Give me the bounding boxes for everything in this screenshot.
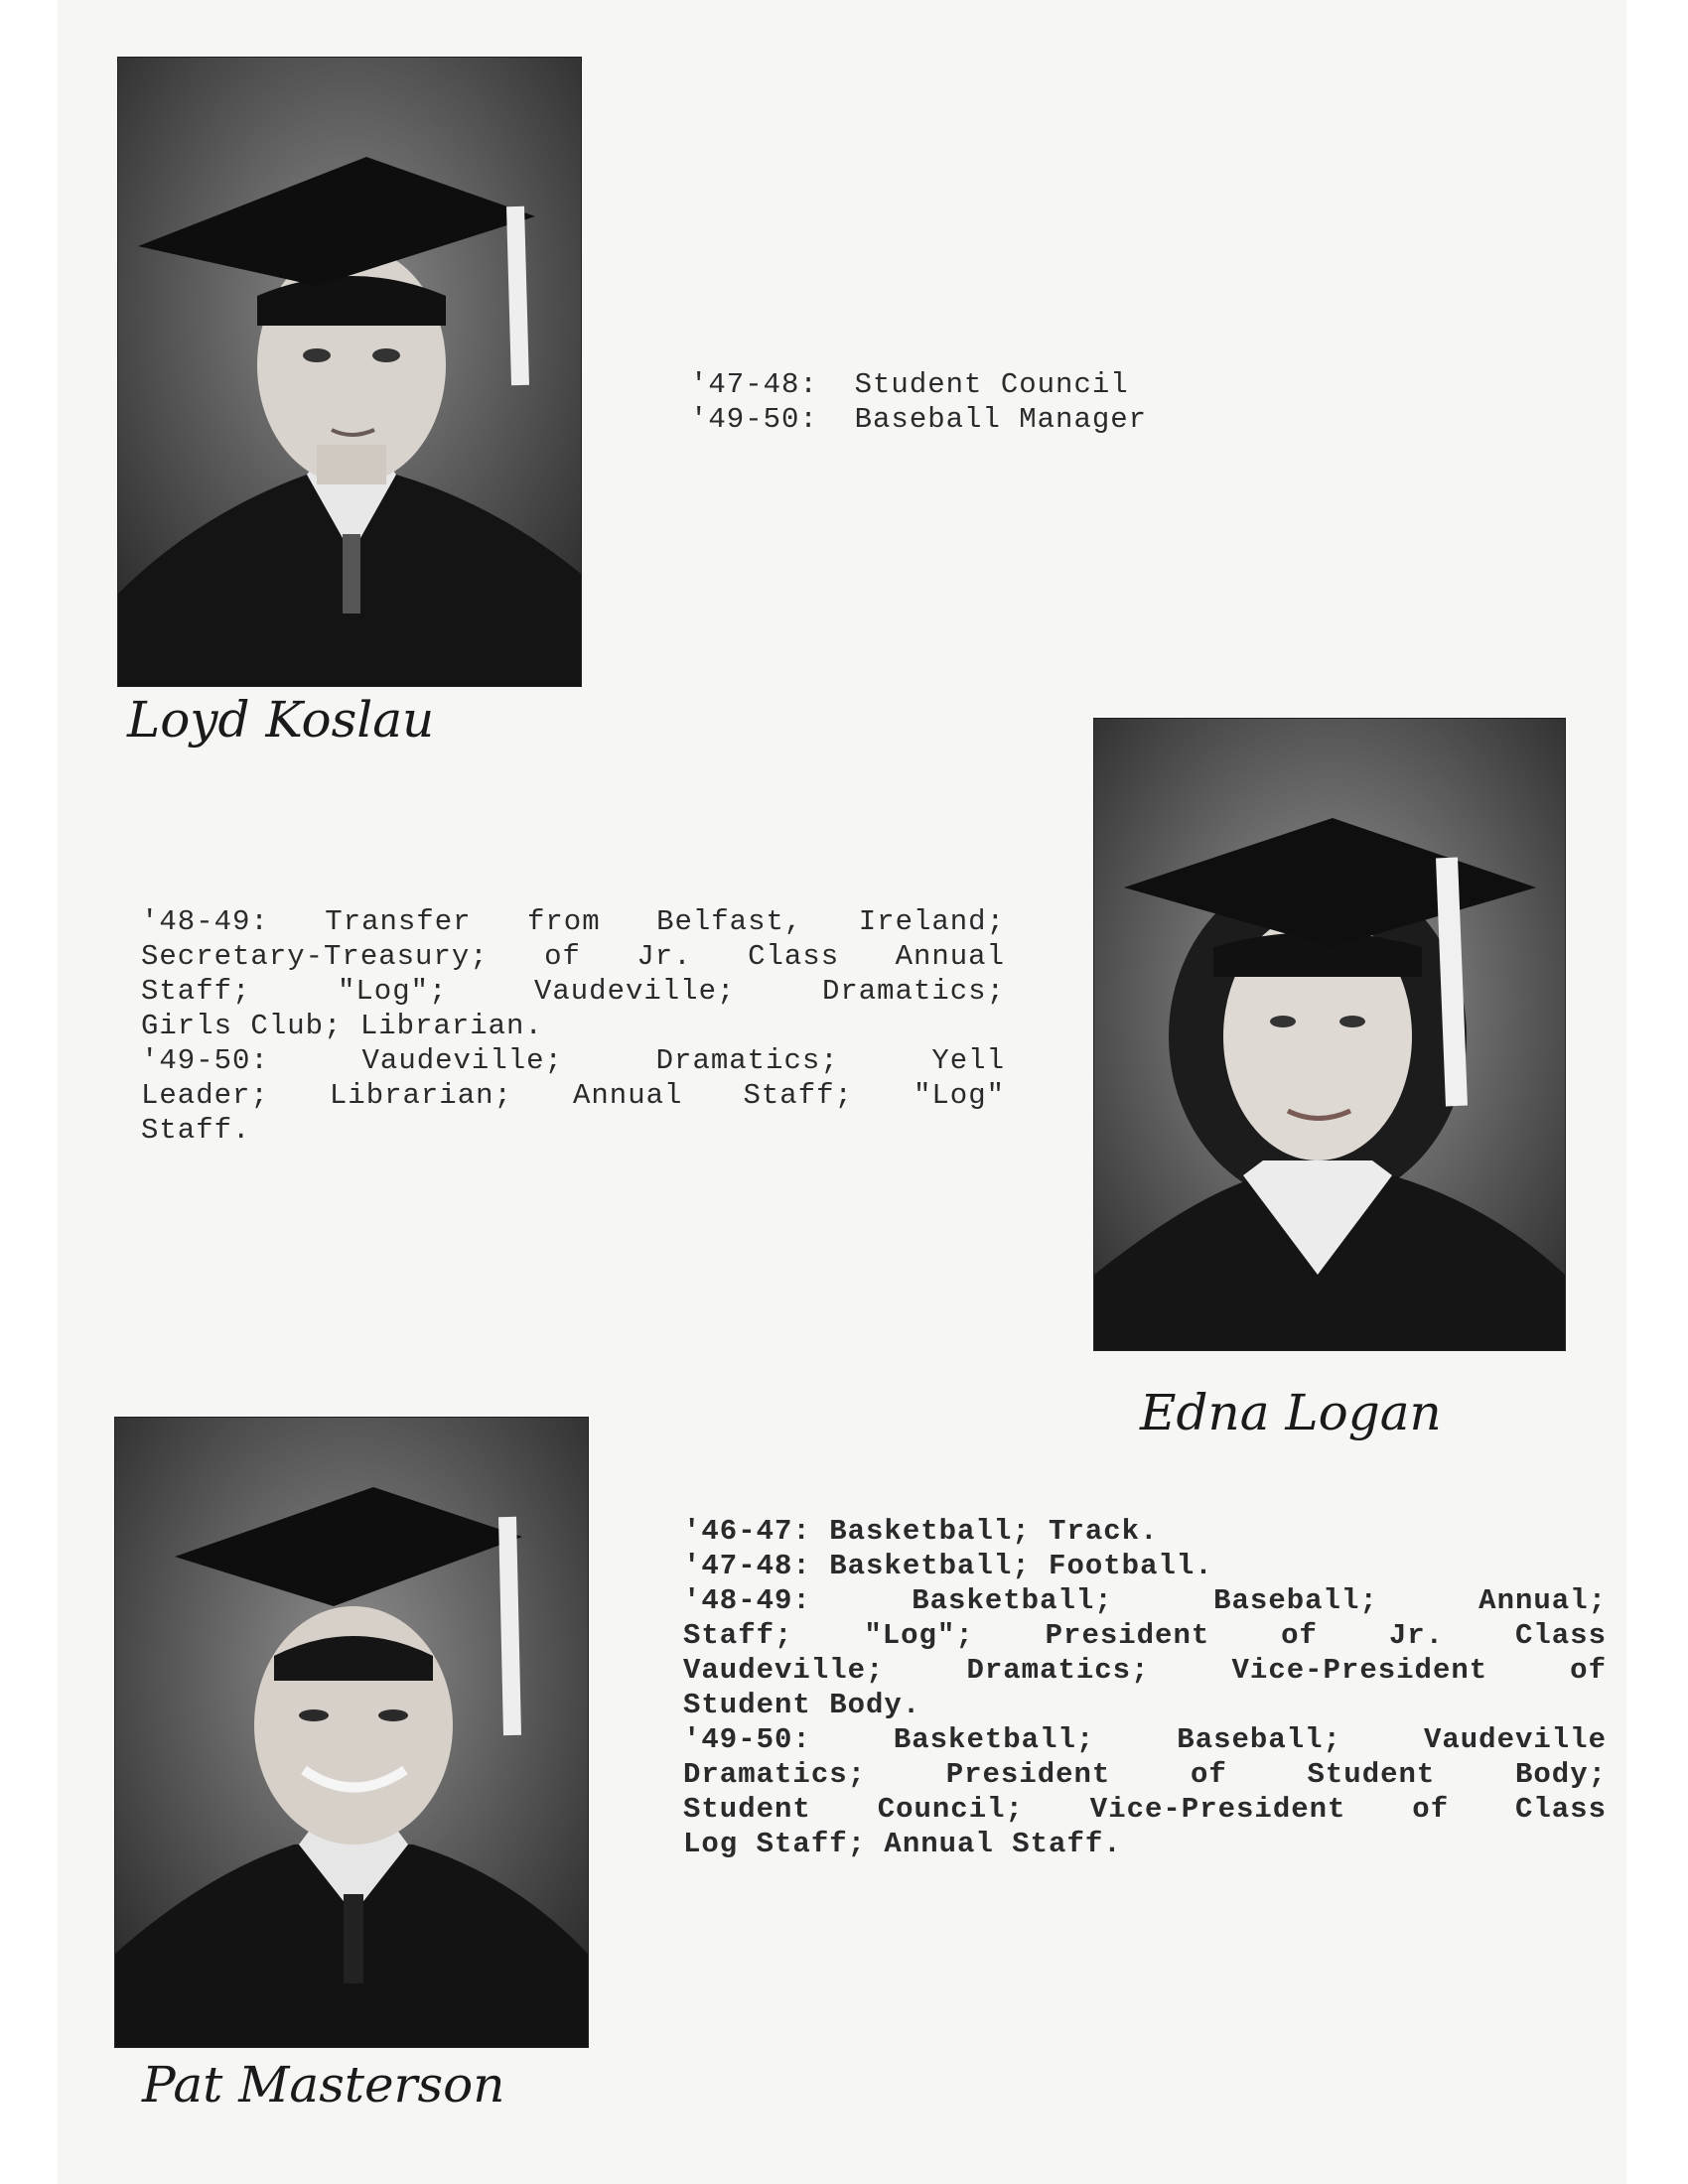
caption-line: Dramatics; President of Student Body; [683,1758,1607,1791]
portrait-photo-edna-logan [1093,718,1566,1351]
signature-loyd-koslau [117,685,614,754]
caption-edna-logan [141,904,1005,1148]
caption-line: Staff. [141,1114,251,1147]
caption-line: '49-50: Baseball Manager [690,403,1148,436]
caption-line: Student Body. [683,1689,921,1721]
caption-line: Log Staff; Annual Staff. [683,1828,1122,1860]
caption-pat-masterson [683,1514,1607,1861]
yearbook-page [58,0,1626,2184]
caption-line: '49-50: Vaudeville; Dramatics; Yell [141,1044,1005,1077]
caption-line: Staff; "Log"; President of Jr. Class [683,1619,1607,1652]
caption-line: '49-50: Basketball; Baseball; Vaudeville [683,1723,1607,1756]
caption-line: Vaudeville; Dramatics; Vice-President of [683,1654,1607,1687]
caption-line: Student Council; Vice-President of Class [683,1793,1607,1826]
signature-edna-logan [1130,1375,1587,1454]
portrait-photo-loyd-koslau [117,57,582,687]
caption-line: Secretary-Treasury; of Jr. Class Annual [141,940,1005,973]
caption-loyd-koslau [690,367,1246,437]
svg-text:Loyd Koslau: Loyd Koslau [127,691,435,749]
caption-line: Girls Club; Librarian. [141,1010,543,1042]
caption-line: '46-47: Basketball; Track. [683,1515,1159,1548]
caption-line: '48-49: Basketball; Baseball; Annual; [683,1584,1607,1617]
portrait-photo-pat-masterson [114,1417,589,2048]
caption-line: '48-49: Transfer from Belfast, Ireland; [141,905,1005,938]
caption-line: '47-48: Student Council [690,368,1129,401]
svg-text:Pat Masterson: Pat Masterson [142,2056,505,2114]
signature-pat-masterson [132,2047,629,2121]
caption-line: '47-48: Basketball; Football. [683,1550,1213,1582]
caption-line: Staff; "Log"; Vaudeville; Dramatics; [141,975,1005,1008]
svg-text:Edna Logan: Edna Logan [1140,1384,1442,1441]
caption-line: Leader; Librarian; Annual Staff; "Log" [141,1079,1005,1112]
